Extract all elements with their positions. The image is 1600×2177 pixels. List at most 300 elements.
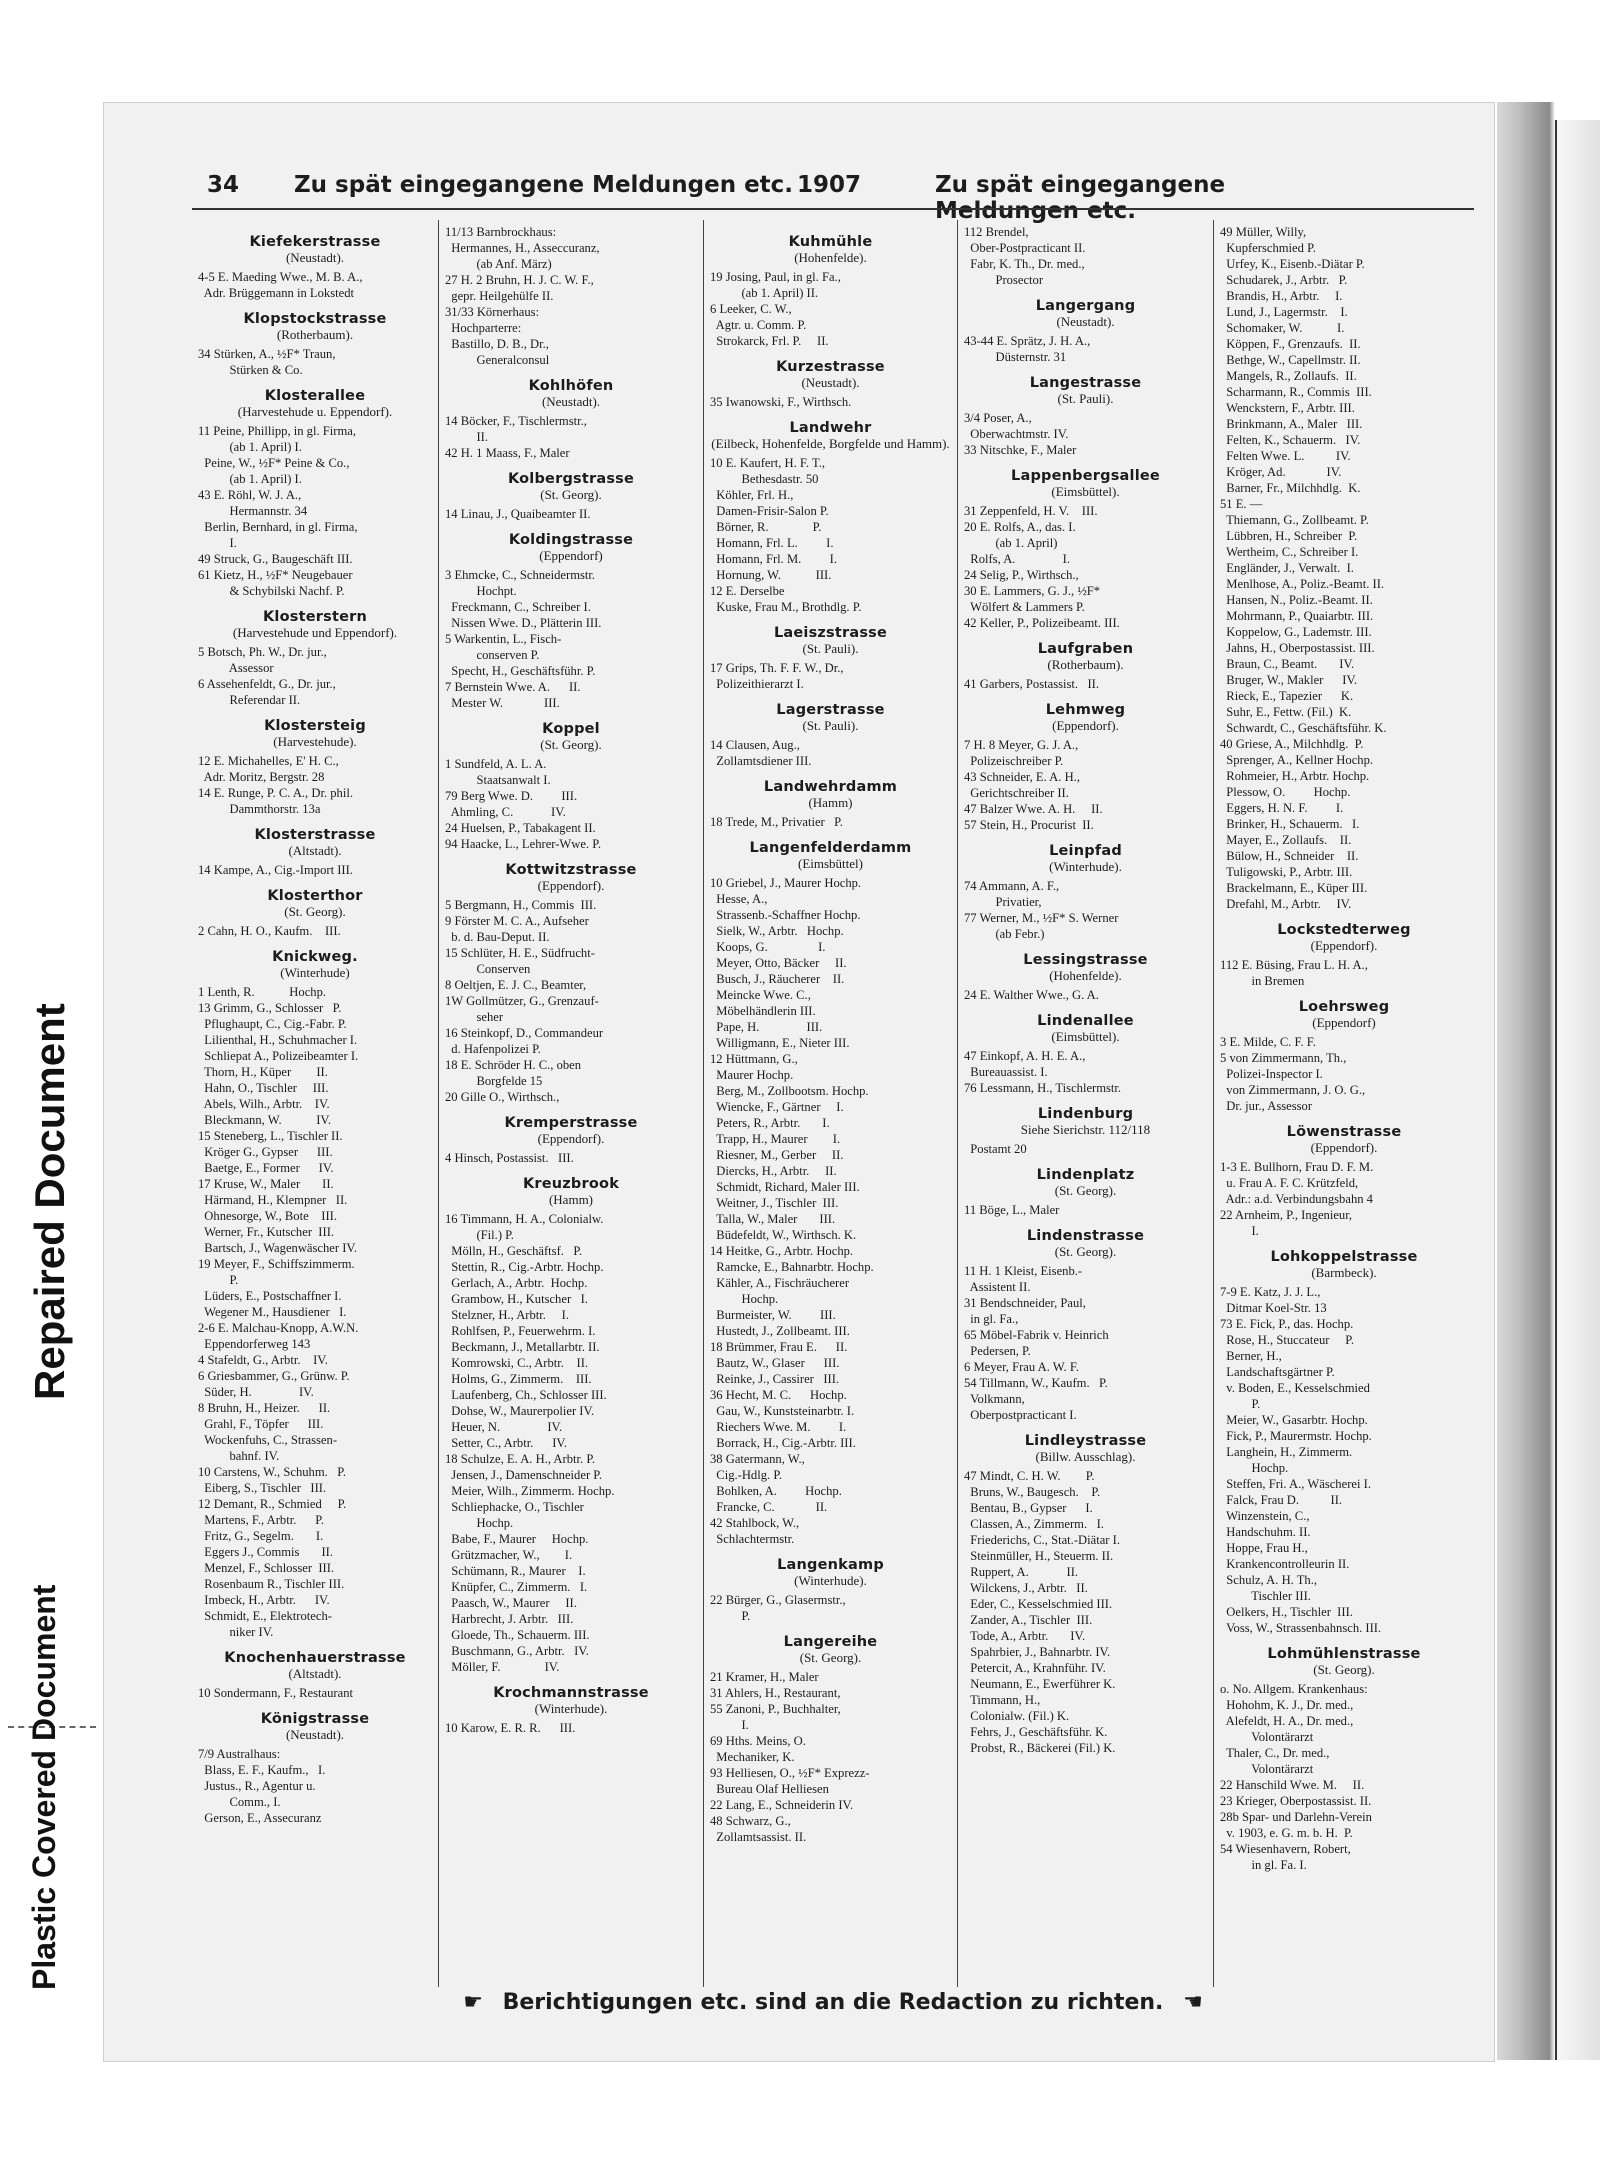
street-name: Koldingstrasse xyxy=(508,532,634,548)
resident-entry: 24 Huelsen, P., Tabakagent II. xyxy=(445,821,596,835)
resident-entry: 10 Griebel, J., Maurer Hochp. xyxy=(710,876,862,890)
resident-entry: Suhr, E., Fettw. (Fil.) K. xyxy=(1220,705,1352,719)
resident-entry: Bleckmann, W. IV. xyxy=(198,1113,332,1127)
street-district: (Altstadt). xyxy=(288,843,342,858)
resident-entry: 34 Stürken, A., ½F* Traun, xyxy=(198,347,336,361)
resident-entry: 14 E. Runge, P. C. A., Dr. phil. xyxy=(198,786,353,800)
street-district: (Winterhude). xyxy=(794,1573,867,1588)
resident-entry: 10 Sondermann, F., Restaurant xyxy=(198,1686,353,1700)
resident-entry: Lübbren, H., Schreiber P. xyxy=(1220,529,1358,543)
street-heading xyxy=(445,862,697,894)
resident-entry: Sprenger, A., Kellner Hochp. xyxy=(1220,753,1374,767)
resident-entry: Hochp. xyxy=(1220,1461,1289,1475)
resident-entry: 1 Lenth, R. Hochp. xyxy=(198,985,327,999)
resident-entry: Maurer Hochp. xyxy=(710,1068,794,1082)
street-block xyxy=(710,234,951,349)
resident-entry: Köppen, F., Grenzaufs. II. xyxy=(1220,337,1361,351)
street-block xyxy=(445,721,697,820)
street-name: Langenfelderdamm xyxy=(749,840,912,856)
resident-entry: Koppelow, G., Lademstr. III. xyxy=(1220,625,1372,639)
resident-entry: conserven P. xyxy=(445,648,540,662)
street-district: (Billw. Ausschlag). xyxy=(1035,1449,1136,1464)
resident-entry: 18 Brümmer, Frau E. II. xyxy=(710,1340,848,1354)
street-heading xyxy=(198,234,432,266)
resident-entry: Referendar II. xyxy=(198,693,301,707)
street-heading xyxy=(198,311,432,343)
resident-entry: 31 Zeppenfeld, H. V. III. xyxy=(964,504,1098,518)
resident-entry: Probst, R., Bäckerei (Fil.) K. xyxy=(964,1741,1116,1755)
resident-entry: (ab Febr.) xyxy=(964,927,1045,941)
street-heading xyxy=(198,718,432,750)
street-heading xyxy=(445,471,697,503)
resident-entry: Meincke Wwe. C., xyxy=(710,988,811,1002)
street-heading xyxy=(198,609,432,641)
resident-entry: 54 Wiesenhavern, Robert, xyxy=(1220,1842,1351,1856)
street-district: (Eimsbüttel). xyxy=(1051,484,1120,499)
resident-entry: 1 Sundfeld, A. L. A. xyxy=(445,757,547,771)
resident-entry: Brackelmann, E., Küper III. xyxy=(1220,881,1368,895)
header-title-left: Zu spät eingegangene Meldungen etc. xyxy=(294,172,794,198)
resident-entry: Kupferschmied P. xyxy=(1220,241,1316,255)
resident-entry: Rolfs, A. I. xyxy=(964,552,1071,566)
street-district: (Winterhude). xyxy=(1049,859,1122,874)
resident-entry: Bureau Olaf Helliesen xyxy=(710,1782,829,1796)
resident-entry: Thorn, H., Küper II. xyxy=(198,1065,328,1079)
street-district: (Neustadt). xyxy=(1056,314,1115,329)
street-heading xyxy=(1220,1646,1468,1678)
resident-entry: Volkmann, xyxy=(964,1392,1025,1406)
resident-entry: I. xyxy=(1220,1224,1259,1238)
resident-entry: Laufenberg, Ch., Schlosser III. xyxy=(445,1388,607,1402)
street-district: (Neustadt). xyxy=(801,375,860,390)
resident-entry: Fabr, K. Th., Dr. med., xyxy=(964,257,1085,271)
resident-entry: Schomaker, W. I. xyxy=(1220,321,1345,335)
street-district: (Winterhude). xyxy=(534,1701,608,1716)
resident-entry: (ab Anf. März) xyxy=(445,257,552,271)
street-name: Lockstedterweg xyxy=(1277,922,1411,938)
resident-entry: Justus., R., Agentur u. xyxy=(198,1779,316,1793)
resident-entry: Abels, Wilh., Arbtr. IV. xyxy=(198,1097,330,1111)
street-name: Laeiszstrasse xyxy=(773,625,888,641)
street-block xyxy=(445,862,697,1105)
resident-entry: 30 E. Lammers, G. J., ½F* xyxy=(964,584,1101,598)
plastic-covered-label: Plastic Covered Document xyxy=(26,1584,62,1990)
resident-entry: 18 Trede, M., Privatier P. xyxy=(710,815,843,829)
street-block xyxy=(198,1650,432,1701)
resident-entry: Brinkmann, A., Maler III. xyxy=(1220,417,1363,431)
resident-entry: 14 Linau, J., Quaibeamter II. xyxy=(445,507,591,521)
header-year: 1907 xyxy=(797,172,862,198)
resident-entry: 10 Carstens, W., Schuhm. P. xyxy=(198,1465,346,1479)
street-name: Königstrasse xyxy=(260,1711,370,1727)
street-heading xyxy=(964,952,1207,984)
street-name: Koppel xyxy=(542,721,600,737)
resident-entry: Hochpt. xyxy=(445,584,517,598)
street-district: (St. Georg). xyxy=(540,487,602,502)
resident-entry: Berg, M., Zollbootsm. Hochp. xyxy=(710,1084,869,1098)
resident-entry: 12 Demant, R., Schmied P. xyxy=(198,1497,347,1511)
street-heading xyxy=(710,420,951,452)
resident-entry: Adr.: a.d. Verbindungsbahn 4 xyxy=(1220,1192,1373,1206)
column-1 xyxy=(192,220,438,1987)
resident-entry: Burmeister, W. III. xyxy=(710,1308,836,1322)
resident-entry: 3 Ehmcke, C., Schneidermstr. xyxy=(445,568,596,582)
resident-entry: Berlin, Bernhard, in gl. Firma, xyxy=(198,520,358,534)
street-heading xyxy=(964,702,1207,734)
resident-entry: (ab 1. April) I. xyxy=(198,472,302,486)
resident-entry: in gl. Fa. I. xyxy=(1220,1858,1307,1872)
resident-entry: d. Hafenpolizei P. xyxy=(445,1042,541,1056)
resident-entry: 43 Schneider, E. A. H., xyxy=(964,770,1080,784)
resident-entry: Martens, F., Arbtr. P. xyxy=(198,1513,324,1527)
footer-notice xyxy=(192,1990,1474,2015)
resident-entry: Möller, F. IV. xyxy=(445,1660,560,1674)
resident-entry: Eggers, H. N. F. I. xyxy=(1220,801,1344,815)
resident-entry: Timmann, H., xyxy=(964,1693,1041,1707)
resident-entry: Brandis, H., Arbtr. I. xyxy=(1220,289,1343,303)
resident-entry: 22 Bürger, G., Glasermstr., xyxy=(710,1593,846,1607)
resident-entry: Engländer, J., Verwalt. I. xyxy=(1220,561,1354,575)
resident-entry: Bruger, W., Makler IV. xyxy=(1220,673,1358,687)
street-name: Klostersteig xyxy=(264,718,366,734)
resident-entry: Zollamtsassist. II. xyxy=(710,1830,807,1844)
resident-entry: Koops, G. I. xyxy=(710,940,826,954)
street-name: Löwenstrasse xyxy=(1286,1124,1402,1140)
resident-entry: 14 Clausen, Aug., xyxy=(710,738,800,752)
resident-entry: Gloede, Th., Schauerm. III. xyxy=(445,1628,590,1642)
street-district: (Eppendorf) xyxy=(539,548,603,563)
street-block xyxy=(710,779,951,830)
resident-entry: & Schybilski Nachf. P. xyxy=(198,584,345,598)
resident-entry: Zander, A., Tischler III. xyxy=(964,1613,1093,1627)
resident-entry: Meier, W., Gasarbtr. Hochp. xyxy=(1220,1413,1368,1427)
street-district: (Eppendorf). xyxy=(1310,1140,1378,1155)
street-heading xyxy=(1220,1249,1468,1281)
resident-entry: 1W Gollmützer, G., Grenzauf- xyxy=(445,994,599,1008)
resident-entry: Büdefeldt, W., Wirthsch. K. xyxy=(710,1228,857,1242)
street-heading xyxy=(964,1433,1207,1465)
resident-entry: Krankencontrolleurin II. xyxy=(1220,1557,1350,1571)
directory-columns xyxy=(192,220,1474,1987)
street-name: Knochenhauerstrasse xyxy=(224,1650,406,1666)
resident-entry: Oberpostpracticant I. xyxy=(964,1408,1077,1422)
street-district: (St. Georg). xyxy=(540,737,602,752)
resident-entry: 42 H. 1 Maass, F., Maler xyxy=(445,446,570,460)
resident-entry: v. Boden, E., Kesselschmied xyxy=(1220,1381,1370,1395)
resident-entry: 3 E. Milde, C. F. F. xyxy=(1220,1035,1316,1049)
street-district: (Neustadt). xyxy=(285,1727,345,1742)
resident-entry: 18 Schulze, E. A. H., Arbtr. P. xyxy=(445,1452,596,1466)
resident-entry: 8 Bruhn, H., Heizer. II. xyxy=(198,1401,331,1415)
street-district: (Eppendorf). xyxy=(1310,938,1378,953)
street-heading xyxy=(198,1711,432,1743)
resident-entry: von Zimmermann, J. O. G., xyxy=(1220,1083,1366,1097)
resident-entry: 49 Müller, Willy, xyxy=(1220,225,1307,239)
street-block xyxy=(445,224,697,368)
street-district: (Eimsbüttel). xyxy=(1051,1029,1120,1044)
resident-entry: Wölfert & Lammers P. xyxy=(964,600,1085,614)
street-heading xyxy=(964,375,1207,407)
resident-entry: Stelzner, H., Arbtr. I. xyxy=(445,1308,570,1322)
header-rule xyxy=(192,208,1474,210)
resident-entry: 24 E. Walther Wwe., G. A. xyxy=(964,988,1099,1002)
street-district: (Harvestehude und Eppendorf). xyxy=(232,625,398,640)
street-heading xyxy=(445,1176,697,1208)
street-name: Lessingstrasse xyxy=(1023,952,1148,968)
resident-entry: Fritz, G., Segelm. I. xyxy=(198,1529,324,1543)
street-heading xyxy=(964,1106,1207,1138)
resident-entry: 38 Gatermann, W., xyxy=(710,1452,805,1466)
resident-entry: 47 Balzer Wwe. A. H. II. xyxy=(964,802,1103,816)
street-block xyxy=(710,1634,951,1845)
resident-entry: Busch, J., Räucherer II. xyxy=(710,972,845,986)
resident-entry: Strokarck, Frl. P. II. xyxy=(710,334,829,348)
resident-entry: Drefahl, M., Arbtr. IV. xyxy=(1220,897,1352,911)
resident-entry: Babe, F., Maurer Hochp. xyxy=(445,1532,589,1546)
resident-entry: 17 Kruse, W., Maler II. xyxy=(198,1177,334,1191)
resident-entry: 6 Meyer, Frau A. W. F. xyxy=(964,1360,1079,1374)
resident-entry: Bohlken, A. Hochp. xyxy=(710,1484,842,1498)
street-block xyxy=(198,234,432,301)
street-block xyxy=(445,532,697,711)
resident-entry: Grambow, H., Kutscher I. xyxy=(445,1292,588,1306)
resident-entry: Dammthorstr. 13a xyxy=(198,802,321,816)
resident-entry: Mechaniker, K. xyxy=(710,1750,795,1764)
resident-entry: 74 Ammann, A. F., xyxy=(964,879,1060,893)
resident-entry: Rohmeier, H., Arbtr. Hochp. xyxy=(1220,769,1370,783)
street-name: Lohmühlenstrasse xyxy=(1267,1646,1421,1662)
resident-entry: 8 Oeltjen, E. J. C., Beamter, xyxy=(445,978,587,992)
resident-entry: Mohrmann, P., Quaiarbtr. III. xyxy=(1220,609,1374,623)
street-heading xyxy=(964,468,1207,500)
street-district: (St. Georg). xyxy=(799,1650,862,1665)
resident-entry: Wockenfuhs, C., Strassen- xyxy=(198,1433,338,1447)
resident-entry: (ab 1. April) II. xyxy=(710,286,819,300)
street-heading xyxy=(964,843,1207,875)
resident-entry: Eder, C., Kesselschmied III. xyxy=(964,1597,1113,1611)
resident-entry: Hustedt, J., Zollbeamt. III. xyxy=(710,1324,850,1338)
resident-entry: Gau, W., Kunststeinarbtr. I. xyxy=(710,1404,855,1418)
resident-entry: Blass, E. F., Kaufm., I. xyxy=(198,1763,326,1777)
resident-entry: 14 Böcker, F., Tischlermstr., xyxy=(445,414,587,428)
resident-entry: 43-44 E. Sprätz, J. H. A., xyxy=(964,334,1091,348)
resident-entry: Falck, Frau D. II. xyxy=(1220,1493,1343,1507)
resident-entry: Eiberg, S., Tischler III. xyxy=(198,1481,327,1495)
street-district: (St. Georg). xyxy=(284,904,346,919)
resident-entry: (ab 1. April) xyxy=(964,536,1058,550)
street-name: Landwehrdamm xyxy=(763,779,898,795)
street-block xyxy=(445,820,697,852)
street-block xyxy=(1220,1646,1468,1873)
resident-entry: 4-5 E. Maeding Wwe., M. B. A., xyxy=(198,270,363,284)
resident-entry: Wilckens, J., Arbtr. II. xyxy=(964,1581,1088,1595)
street-district: (Harvestehude). xyxy=(273,734,357,749)
resident-entry: Oelkers, H., Tischler III. xyxy=(1220,1605,1353,1619)
resident-entry: 6 Leeker, C. W., xyxy=(710,302,792,316)
resident-entry: Schmidt, Richard, Maler III. xyxy=(710,1180,860,1194)
street-block xyxy=(1220,999,1468,1114)
street-heading xyxy=(1220,1124,1468,1156)
resident-entry: Jensen, J., Damenschneider P. xyxy=(445,1468,603,1482)
resident-entry: 31/33 Körnerhaus: xyxy=(445,305,540,319)
street-name: Loehrsweg xyxy=(1298,999,1390,1015)
resident-entry: Wegener M., Hausdiener I. xyxy=(198,1305,347,1319)
resident-entry: Kröger, Ad. IV. xyxy=(1220,465,1342,479)
resident-entry: Schulz, A. H. Th., xyxy=(1220,1573,1318,1587)
resident-entry: Willigmann, E., Nieter III. xyxy=(710,1036,850,1050)
street-name: Krochmannstrasse xyxy=(493,1685,649,1701)
resident-entry: Tode, A., Arbtr. IV. xyxy=(964,1629,1086,1643)
resident-entry: Postamt 20 xyxy=(964,1142,1027,1156)
street-block xyxy=(964,468,1207,631)
resident-entry: Grützmacher, W., I. xyxy=(445,1548,573,1562)
resident-entry: Dr. jur., Assessor xyxy=(1220,1099,1313,1113)
resident-entry: 22 Arnheim, P., Ingenieur, xyxy=(1220,1208,1353,1222)
resident-entry: Pflughaupt, C., Cig.-Fabr. P. xyxy=(198,1017,347,1031)
resident-entry: 7-9 E. Katz, J. J. L., xyxy=(1220,1285,1321,1299)
resident-entry: 5 Botsch, Ph. W., Dr. jur., xyxy=(198,645,327,659)
resident-entry: Fick, P., Maurermstr. Hochp. xyxy=(1220,1429,1372,1443)
resident-entry: Bentau, B., Gypser I. xyxy=(964,1501,1093,1515)
street-heading xyxy=(445,378,697,410)
street-block xyxy=(710,625,951,692)
resident-entry: Damen-Frisir-Salon P. xyxy=(710,504,829,518)
street-heading xyxy=(710,1557,951,1589)
resident-entry: Felten Wwe. L. IV. xyxy=(1220,449,1351,463)
resident-entry: Steinmüller, H., Steuerm. II. xyxy=(964,1549,1114,1563)
resident-entry: Felten, K., Schauerm. IV. xyxy=(1220,433,1361,447)
street-heading xyxy=(198,1650,432,1682)
resident-entry: Dohse, W., Maurerpolier IV. xyxy=(445,1404,595,1418)
resident-entry: Süder, H. IV. xyxy=(198,1385,314,1399)
resident-entry: Eppendorferweg 143 xyxy=(198,1337,311,1351)
resident-entry: 27 H. 2 Bruhn, H. J. C. W. F., xyxy=(445,273,594,287)
resident-entry: Menzel, F., Schlosser III. xyxy=(198,1561,335,1575)
street-name: Langergang xyxy=(1035,298,1136,314)
resident-entry: 5 von Zimmermann, Th., xyxy=(1220,1051,1347,1065)
resident-entry: 7 Bernstein Wwe. A. II. xyxy=(445,680,581,694)
street-block xyxy=(964,1433,1207,1756)
resident-entry: 11 Böge, L., Maler xyxy=(964,1203,1060,1217)
street-district: (Hamm) xyxy=(808,795,853,810)
street-district: (Rotherbaum). xyxy=(276,327,354,342)
street-name: Langereihe xyxy=(783,1634,878,1650)
street-name: Klosterallee xyxy=(264,388,366,404)
resident-entry: seher xyxy=(445,1010,504,1024)
resident-entry: Alefeldt, H. A., Dr. med., xyxy=(1220,1714,1354,1728)
street-name: Lagerstrasse xyxy=(776,702,885,718)
resident-entry: Hochparterre: xyxy=(445,321,522,335)
street-district: (St. Pauli). xyxy=(802,718,859,733)
resident-entry: Friederichs, C., Stat.-Diätar I. xyxy=(964,1533,1120,1547)
resident-entry: Möbelhändlerin III. xyxy=(710,1004,816,1018)
resident-entry: Oberwachtmstr. IV. xyxy=(964,427,1069,441)
resident-entry: Werner, Fr., Kutscher III. xyxy=(198,1225,335,1239)
resident-entry: 12 E. Michahelles, E' H. C., xyxy=(198,754,339,768)
street-heading xyxy=(964,1167,1207,1199)
resident-entry: Kähler, A., Fischräucherer xyxy=(710,1276,850,1290)
street-heading xyxy=(198,949,432,981)
resident-entry: I. xyxy=(710,1718,749,1732)
street-block xyxy=(1220,922,1468,989)
resident-entry: 93 Helliesen, O., ½F* Exprezz- xyxy=(710,1766,870,1780)
street-name: Klosterthor xyxy=(267,888,363,904)
street-district: (Rotherbaum). xyxy=(1047,657,1124,672)
resident-entry: Ruppert, A. II. xyxy=(964,1565,1079,1579)
resident-entry: in gl. Fa., xyxy=(964,1312,1019,1326)
resident-entry: Hermannstr. 34 xyxy=(198,504,308,518)
resident-entry: Privatier, xyxy=(964,895,1042,909)
street-name: Kuhmühle xyxy=(788,234,873,250)
resident-entry: Staatsanwalt I. xyxy=(445,773,551,787)
street-heading xyxy=(964,641,1207,673)
street-heading xyxy=(710,1634,951,1666)
resident-entry: Ohnesorge, W., Bote III. xyxy=(198,1209,337,1223)
resident-entry: Lund, J., Lagermstr. I. xyxy=(1220,305,1348,319)
resident-entry: 47 Mindt, C. H. W. P. xyxy=(964,1469,1095,1483)
street-heading xyxy=(198,888,432,920)
street-block xyxy=(964,1228,1207,1423)
resident-entry: Harbrecht, J. Arbtr. III. xyxy=(445,1612,574,1626)
resident-entry: Strassenb.-Schaffner Hochp. xyxy=(710,908,861,922)
page-edge-shadow xyxy=(1497,102,1555,2060)
street-heading xyxy=(1220,999,1468,1031)
resident-entry: 11/13 Barnbrockhaus: xyxy=(445,225,557,239)
resident-entry: Volontärarzt xyxy=(1220,1762,1314,1776)
pointing-hand-left-icon: ☚ xyxy=(1183,1990,1203,2015)
street-block xyxy=(710,1557,951,1624)
street-district: (Neustadt). xyxy=(285,250,345,265)
street-name: Knickweg. xyxy=(272,949,358,965)
street-name: Klosterstrasse xyxy=(254,827,376,843)
street-block xyxy=(710,840,951,1547)
resident-entry: Kröger G., Gypser III. xyxy=(198,1145,333,1159)
street-block xyxy=(964,843,1207,942)
resident-entry: 31 Bendschneider, Paul, xyxy=(964,1296,1086,1310)
resident-entry: 42 Keller, P., Polizeibeamt. III. xyxy=(964,616,1120,630)
resident-entry: Holms, G., Zimmerm. III. xyxy=(445,1372,592,1386)
resident-entry: Steffen, Fri. A., Wäscherei I. xyxy=(1220,1477,1371,1491)
resident-entry: 112 E. Büsing, Frau L. H. A., xyxy=(1220,958,1368,972)
resident-entry: Meyer, Otto, Bäcker II. xyxy=(710,956,847,970)
resident-entry: Cig.-Hdlg. P. xyxy=(710,1468,783,1482)
resident-entry: 15 Schlüter, H. E., Südfrucht- xyxy=(445,946,595,960)
resident-entry: Bülow, H., Schneider II. xyxy=(1220,849,1359,863)
street-district: (Eilbeck, Hohenfelde, Borgfelde und Hamm). xyxy=(711,436,950,451)
resident-entry: 79 Berg Wwe. D. III. xyxy=(445,789,578,803)
street-name: Kiefekerstrasse xyxy=(249,234,381,250)
street-district: (Eppendorf). xyxy=(1052,718,1119,733)
resident-entry: Bethge, W., Capellmstr. II. xyxy=(1220,353,1361,367)
resident-entry: Thiemann, G., Zollbeamt. P. xyxy=(1220,513,1369,527)
resident-entry: 28b Spar- und Darlehn-Verein xyxy=(1220,1810,1372,1824)
street-name: Landwehr xyxy=(789,420,872,436)
resident-entry: (ab 1. April) I. xyxy=(198,440,302,454)
resident-entry: Imbeck, H., Arbtr. IV. xyxy=(198,1593,330,1607)
resident-entry: Düsternstr. 31 xyxy=(964,350,1067,364)
resident-entry: 2-6 E. Malchau-Knopp, A.W.N. xyxy=(198,1321,359,1335)
resident-entry: Thaler, C., Dr. med., xyxy=(1220,1746,1330,1760)
resident-entry: Hermannes, H., Asseccuranz, xyxy=(445,241,600,255)
resident-entry: Baetge, E., Former IV. xyxy=(198,1161,334,1175)
street-heading xyxy=(964,1013,1207,1045)
resident-entry: 1-3 E. Bullhorn, Frau D. F. M. xyxy=(1220,1160,1374,1174)
street-block xyxy=(964,375,1207,458)
street-district: (Eppendorf). xyxy=(537,1131,605,1146)
resident-entry: Beckmann, J., Metallarbtr. II. xyxy=(445,1340,600,1354)
resident-entry: Gerson, E., Assecuranz xyxy=(198,1811,322,1825)
street-name: Langenkamp xyxy=(777,1557,884,1573)
